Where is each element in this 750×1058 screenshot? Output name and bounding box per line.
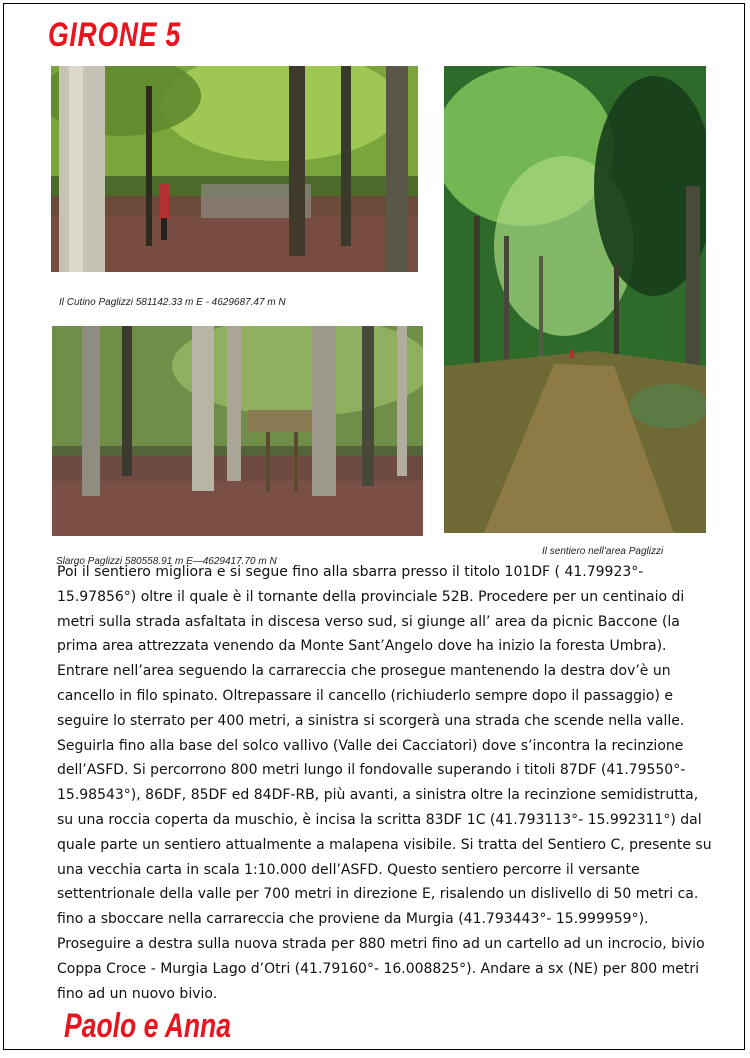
- body-text: Poi il sentiero migliora e si segue fino alla sbarra presso il titolo 101DF ( 41.79923°- 15.97856°) oltre il quale è il tornante della provinciale 52B. Procedere per un centinaio di metri sulla strada asfaltata in discesa verso sud, si giunge all’ area da picnic Baccone (la prima area attrezzata venendo da Monte Sant’Angelo dove ha inizio la foresta Umbra). Entrare nell’area seguendo la carrareccia che prosegue mantenendo la destra dov’è un cancello in filo spinato. Oltrepassare il cancello (richiuderlo sempre dopo il passaggio) e seguire lo sterrato per 400 metri, a sinistra si scorgerà una strada che scende nella valle. Seguirla fino alla base del solco vallivo (Valle dei Cacciatori) dove s’incontra la recinzione dell’ASFD. Si percorrono 800 metri lungo il fondovalle superando i titoli 87DF (41.79550°- 15.98543°), 86DF, 85DF ed 84DF-RB, più avanti, a sinistra oltre la recinzione semidistrutta, su una roccia coperta da muschio, è incisa la scritta 83DF 1C (41.793113°- 15.992311°) dal quale parte un sentiero attualmente a malapena visibile. Si tratta del Sentiero C, presente su una vecchia carta in scala 1:10.000 dell’ASFD. Questo sentiero percorre il versante settentrionale della valle per 700 metri in direzione E, risalendo un dislivello di 50 metri ca. fino a sboccare nella carrareccia che proviene da Murgia (41.793443°- 15.999959°). Proseguire a destra sulla nuova strada per 880 metri fino ad un cartello ad un incrocio, bivio Coppa Croce - Murgia Lago d’Otri (41.79160°- 16.008825°). Andare a sx (NE) per 800 metri fino ad un nuovo bivio.: [57, 564, 712, 1002]
- photo-sentiero-paglizzi: [444, 66, 706, 533]
- caption-sentiero-paglizzi: Il sentiero nell’area Paglizzi: [542, 546, 664, 557]
- photo-slargo-paglizzi: [52, 326, 423, 536]
- document-page: [3, 3, 745, 1050]
- page-title: GIRONE 5: [48, 16, 181, 54]
- caption-cutino-paglizzi: Il Cutino Paglizzi 581142.33 m E - 4629687.47 m N: [59, 297, 286, 308]
- author-signature: Paolo e Anna: [64, 1007, 232, 1045]
- caption-slargo-paglizzi: Slargo Paglizzi 580558.91 m E—4629417.70 m N: [56, 556, 277, 567]
- photo-cutino-paglizzi: [51, 66, 418, 272]
